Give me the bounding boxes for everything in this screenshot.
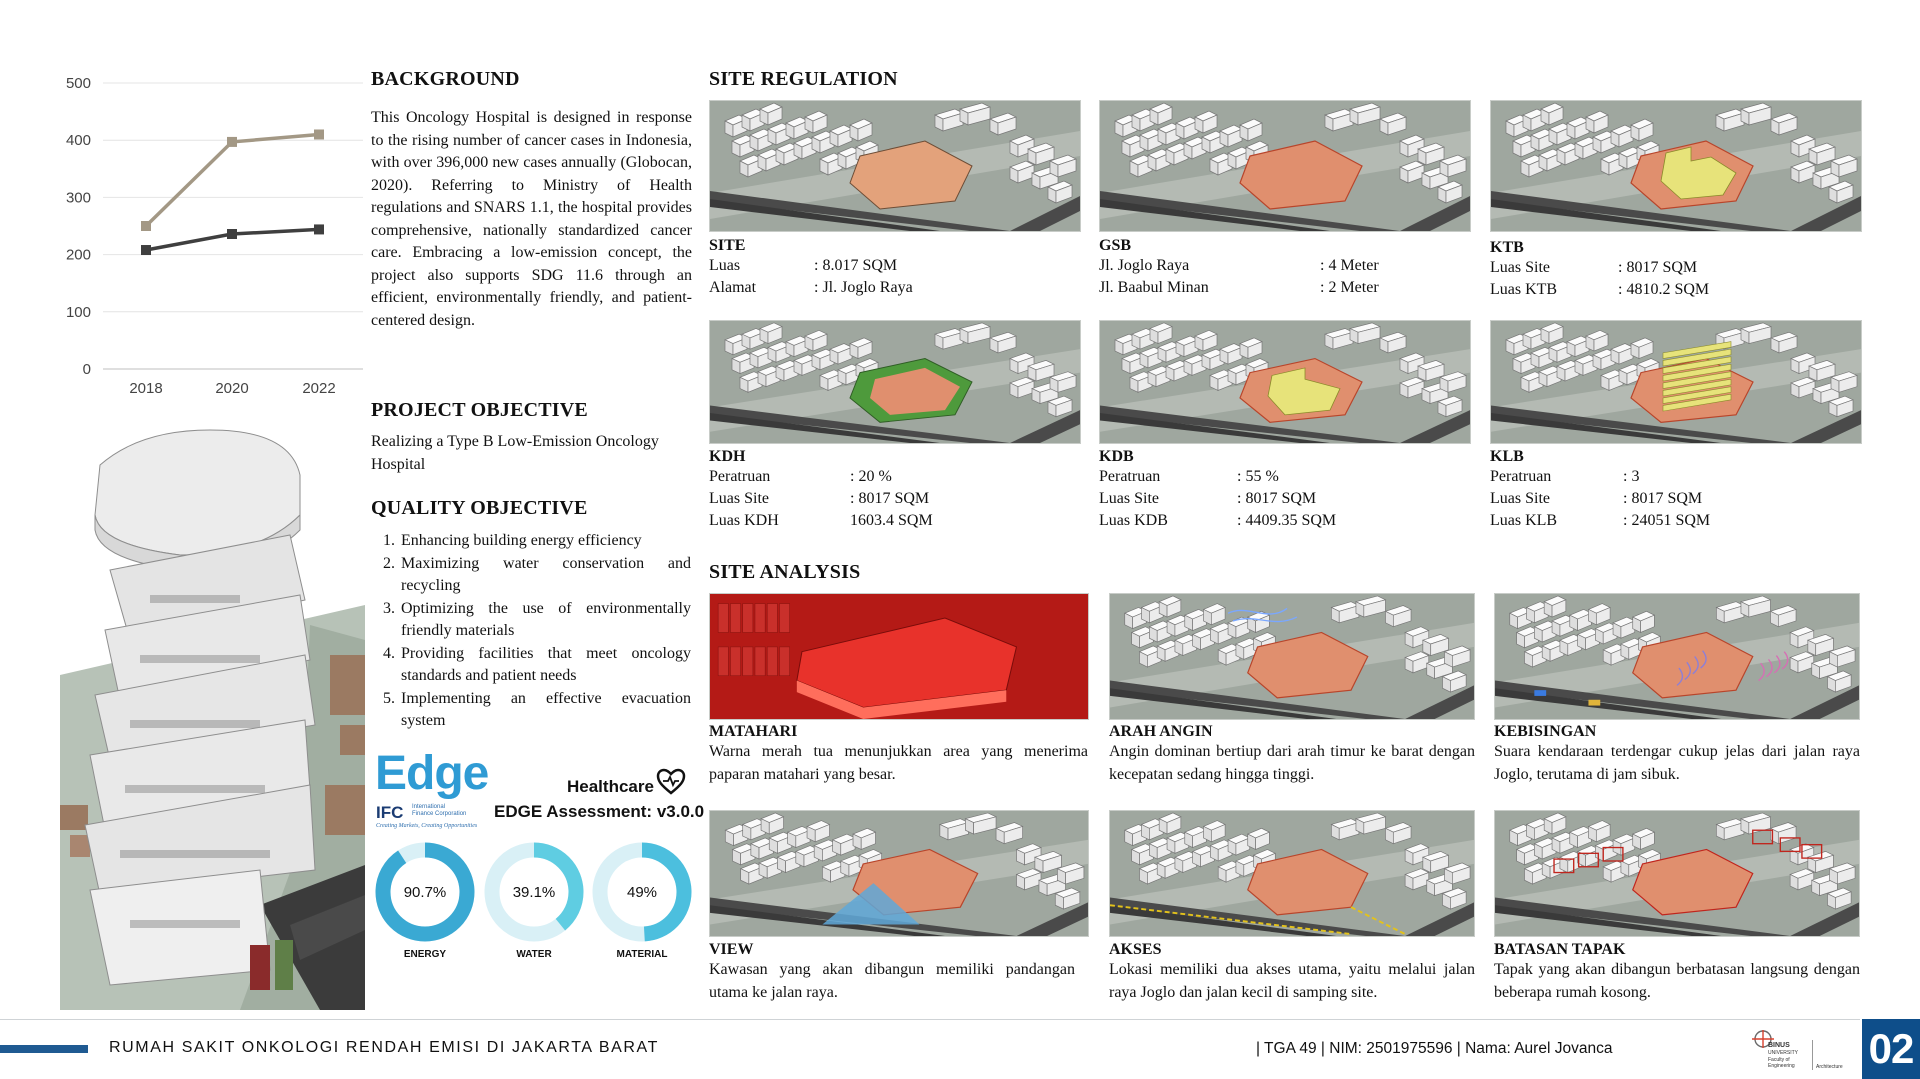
- row-key: Jl. Joglo Raya: [1099, 257, 1190, 274]
- x-tick-label: 2018: [129, 380, 163, 395]
- row-value: : 8017 SQM: [1237, 490, 1317, 507]
- arah-angin-thumbnail: [1109, 593, 1475, 720]
- footer-divider: [0, 1019, 1860, 1020]
- exploded-axonometric-illustration: [60, 425, 365, 1010]
- site-thumbnail: [709, 100, 1081, 232]
- row-key: Luas KDB: [1099, 512, 1168, 529]
- cell-caption: GSB: [1099, 237, 1132, 254]
- kdh-regulation-cell: [709, 448, 1079, 532]
- cell-description: Warna merah tua menunjukkan area yang menerima paparan matahari yang besar.: [709, 743, 1088, 783]
- akses-cell: [1109, 941, 1475, 1004]
- cell-caption: SITE: [709, 237, 746, 254]
- cell-caption: AKSES: [1109, 941, 1162, 958]
- row-key: Luas KTB: [1490, 281, 1558, 298]
- sun-house: [743, 647, 753, 676]
- ktb-thumbnail: [1490, 100, 1862, 232]
- site-regulation-cell: [709, 237, 1079, 299]
- cell-caption: KEBISINGAN: [1494, 723, 1597, 740]
- ifc-tagline: Creating Markets, Creating Opportunities: [376, 823, 478, 829]
- ifc-line2: Finance Corporation: [412, 811, 467, 817]
- page-number-box: [1862, 1019, 1920, 1079]
- matahari-cell: [709, 723, 1088, 786]
- cell-caption: ARAH ANGIN: [1109, 723, 1213, 740]
- row-key: Peratruan: [1490, 468, 1552, 485]
- klb-thumbnail: [1490, 320, 1862, 444]
- heart-icon: [656, 768, 686, 796]
- row-key: Luas Site: [709, 490, 769, 507]
- site-analysis-heading: SITE ANALYSIS: [709, 561, 861, 583]
- matahari-thumbnail: [709, 593, 1089, 720]
- sun-house: [779, 647, 789, 676]
- y-tick-label: 500: [65, 75, 91, 92]
- project-objective-heading: PROJECT OBJECTIVE: [371, 399, 588, 421]
- row-value: : 4810.2 SQM: [1618, 281, 1710, 298]
- sun-house: [718, 604, 728, 633]
- quality-objective-item: 1. Enhancing building energy efficiency: [399, 530, 691, 553]
- edge-assessment-label: EDGE Assessment: v3.0.0: [494, 802, 705, 821]
- binus-logo: [1750, 1024, 1860, 1076]
- site-regulation-heading: SITE REGULATION: [709, 68, 898, 90]
- y-tick-label: 100: [65, 303, 91, 321]
- cell-caption: KDB: [1099, 448, 1134, 465]
- y-tick-label: 400: [65, 132, 91, 150]
- cell-description: Kawasan yang akan dibangun memiliki pandangan utama ke jalan raya.: [709, 961, 1075, 1001]
- row-value: : 8017 SQM: [1623, 490, 1703, 507]
- quality-objective-item: 2. Maximizing water conservation and recycling: [399, 553, 691, 598]
- row-value: : 4 Meter: [1320, 257, 1379, 274]
- footer-accent-bar: [0, 1045, 88, 1053]
- view-thumbnail: [709, 810, 1089, 937]
- row-value: : 8.017 SQM: [814, 257, 898, 274]
- row-value: : 24051 SQM: [1623, 512, 1711, 529]
- kebisingan-cell: [1494, 723, 1860, 786]
- klb-regulation-cell: [1490, 448, 1860, 532]
- cell-description: Suara kendaraan terdengar cukup jelas dari jalan raya Joglo, terutama di jam sibuk.: [1494, 743, 1860, 783]
- footer-title: RUMAH SAKIT ONKOLOGI RENDAH EMISI DI JAKARTA BARAT: [109, 1039, 660, 1056]
- cell-caption: VIEW: [709, 941, 754, 958]
- row-key: Peratruan: [709, 468, 771, 485]
- y-tick-label: 300: [65, 189, 91, 207]
- donut-label: MATERIAL: [616, 949, 668, 960]
- donut-label: ENERGY: [403, 949, 447, 960]
- row-value: 1603.4 SQM: [850, 512, 933, 529]
- ktb-regulation-cell: [1490, 239, 1860, 301]
- y-tick-label: 0: [82, 361, 91, 378]
- binus-name: BINUS: [1768, 1042, 1790, 1049]
- quality-objective-list: [371, 530, 691, 733]
- row-value: : 8017 SQM: [1618, 259, 1698, 276]
- sun-house: [755, 604, 765, 633]
- ifc-line1: International: [412, 804, 446, 810]
- row-key: Luas Site: [1490, 259, 1550, 276]
- edge-logo: Edge: [375, 747, 489, 800]
- cell-description: Tapak yang akan dibangun berbatasan langsung dengan beberapa rumah kosong.: [1494, 961, 1860, 1001]
- cell-caption: KDH: [709, 448, 746, 465]
- sun-house: [767, 604, 777, 633]
- data-point: [227, 229, 237, 239]
- row-value: : 4409.35 SQM: [1237, 512, 1337, 529]
- data-point: [314, 224, 324, 234]
- batasan-tapak-cell: [1494, 941, 1860, 1004]
- sun-house: [730, 604, 740, 633]
- car: [1588, 700, 1600, 706]
- gsb-thumbnail: [1099, 100, 1471, 232]
- arah-angin-cell: [1109, 723, 1475, 786]
- sun-house: [718, 647, 728, 676]
- quality-objective-heading: QUALITY OBJECTIVE: [371, 497, 588, 519]
- row-key: Jl. Baabul Minan: [1099, 279, 1209, 296]
- quality-objective-item: 5. Implementing an effective evacuation system: [399, 688, 691, 733]
- sun-house: [730, 647, 740, 676]
- data-point: [314, 129, 324, 139]
- background-text: This Oncology Hospital is designed in response to the rising number of cancer cases in Indonesia, with over 396,000 new cases annually (Globocan, 2020). Referring to Ministry of Health regulations and SNARS 1.1, the hospital provides comprehensive, nationally standardized cancer care. Embracing a low-emission concept, the project also supports SDG 11.6 through an efficient, environmentally friendly, and patient-centered design.: [371, 109, 692, 329]
- background-heading: BACKGROUND: [371, 68, 520, 90]
- batasan-tapak-thumbnail: [1494, 810, 1860, 937]
- cell-description: Angin dominan bertiup dari arah timur ke barat dengan kecepatan sedang hingga tinggi.: [1109, 743, 1475, 783]
- sun-house: [779, 604, 789, 633]
- row-key: Luas Site: [1490, 490, 1550, 507]
- sun-house: [755, 647, 765, 676]
- row-key: Luas KDH: [709, 512, 779, 529]
- akses-thumbnail: [1109, 810, 1475, 937]
- project-objective-text: Realizing a Type B Low-Emission Oncology Hospital: [371, 433, 659, 473]
- footer-student-info: | TGA 49 | NIM: 2501975596 | Nama: Aurel Jovanca: [1256, 1040, 1613, 1057]
- sun-house: [767, 647, 777, 676]
- quality-objective-item: 4. Providing facilities that meet oncology standards and patient needs: [399, 643, 691, 688]
- donut-label: WATER: [516, 949, 552, 960]
- gsb-regulation-cell: [1099, 237, 1469, 299]
- row-value: : 3: [1623, 468, 1640, 485]
- page-number: 02: [1868, 1025, 1914, 1072]
- kdh-thumbnail: [709, 320, 1081, 444]
- view-cell: [709, 941, 1075, 1004]
- data-point: [141, 221, 151, 231]
- kebisingan-thumbnail: [1494, 593, 1860, 720]
- row-key: Luas KLB: [1490, 512, 1558, 529]
- row-key: Luas: [709, 257, 741, 274]
- kdb-regulation-cell: [1099, 448, 1469, 532]
- data-point: [141, 245, 151, 255]
- x-tick-label: 2022: [302, 380, 336, 395]
- row-key: Alamat: [709, 279, 757, 296]
- x-tick-label: 2020: [215, 380, 249, 395]
- donut-value: 90.7%: [403, 884, 447, 901]
- row-key: Peratruan: [1099, 468, 1161, 485]
- cell-caption: KLB: [1490, 448, 1524, 465]
- cell-description: Lokasi memiliki dua akses utama, yaitu melalui jalan raya Joglo dan jalan kecil di samping site.: [1109, 961, 1475, 1001]
- ifc-logo: IFC: [376, 803, 404, 822]
- binus-sub: UNIVERSITY: [1768, 1050, 1799, 1056]
- sun-house: [743, 604, 753, 633]
- edge-donut-group: [372, 840, 692, 960]
- row-key: Luas Site: [1099, 490, 1159, 507]
- series-line: [146, 134, 319, 226]
- quality-objective-item: 3. Optimizing the use of environmentally friendly materials: [399, 598, 691, 643]
- binus-faculty-2: Engineering: [1768, 1063, 1795, 1069]
- car: [1534, 690, 1546, 696]
- row-value: : 55 %: [1237, 468, 1279, 485]
- cancer-cases-line-chart: [55, 70, 370, 395]
- row-value: : 20 %: [850, 468, 892, 485]
- healthcare-label: Healthcare: [567, 777, 654, 796]
- binus-department: Architecture: [1816, 1064, 1843, 1070]
- kdb-thumbnail: [1099, 320, 1471, 444]
- cell-caption: MATAHARI: [709, 723, 798, 740]
- donut-value: 39.1%: [512, 884, 556, 901]
- row-value: : Jl. Joglo Raya: [814, 279, 913, 296]
- donut-value: 49%: [626, 884, 658, 901]
- row-value: : 8017 SQM: [850, 490, 930, 507]
- cell-caption: KTB: [1490, 239, 1524, 256]
- y-tick-label: 200: [65, 246, 91, 264]
- binus-faculty-1: Faculty of: [1768, 1057, 1790, 1063]
- cell-caption: BATASAN TAPAK: [1494, 941, 1626, 958]
- data-point: [227, 137, 237, 147]
- row-value: : 2 Meter: [1320, 279, 1379, 296]
